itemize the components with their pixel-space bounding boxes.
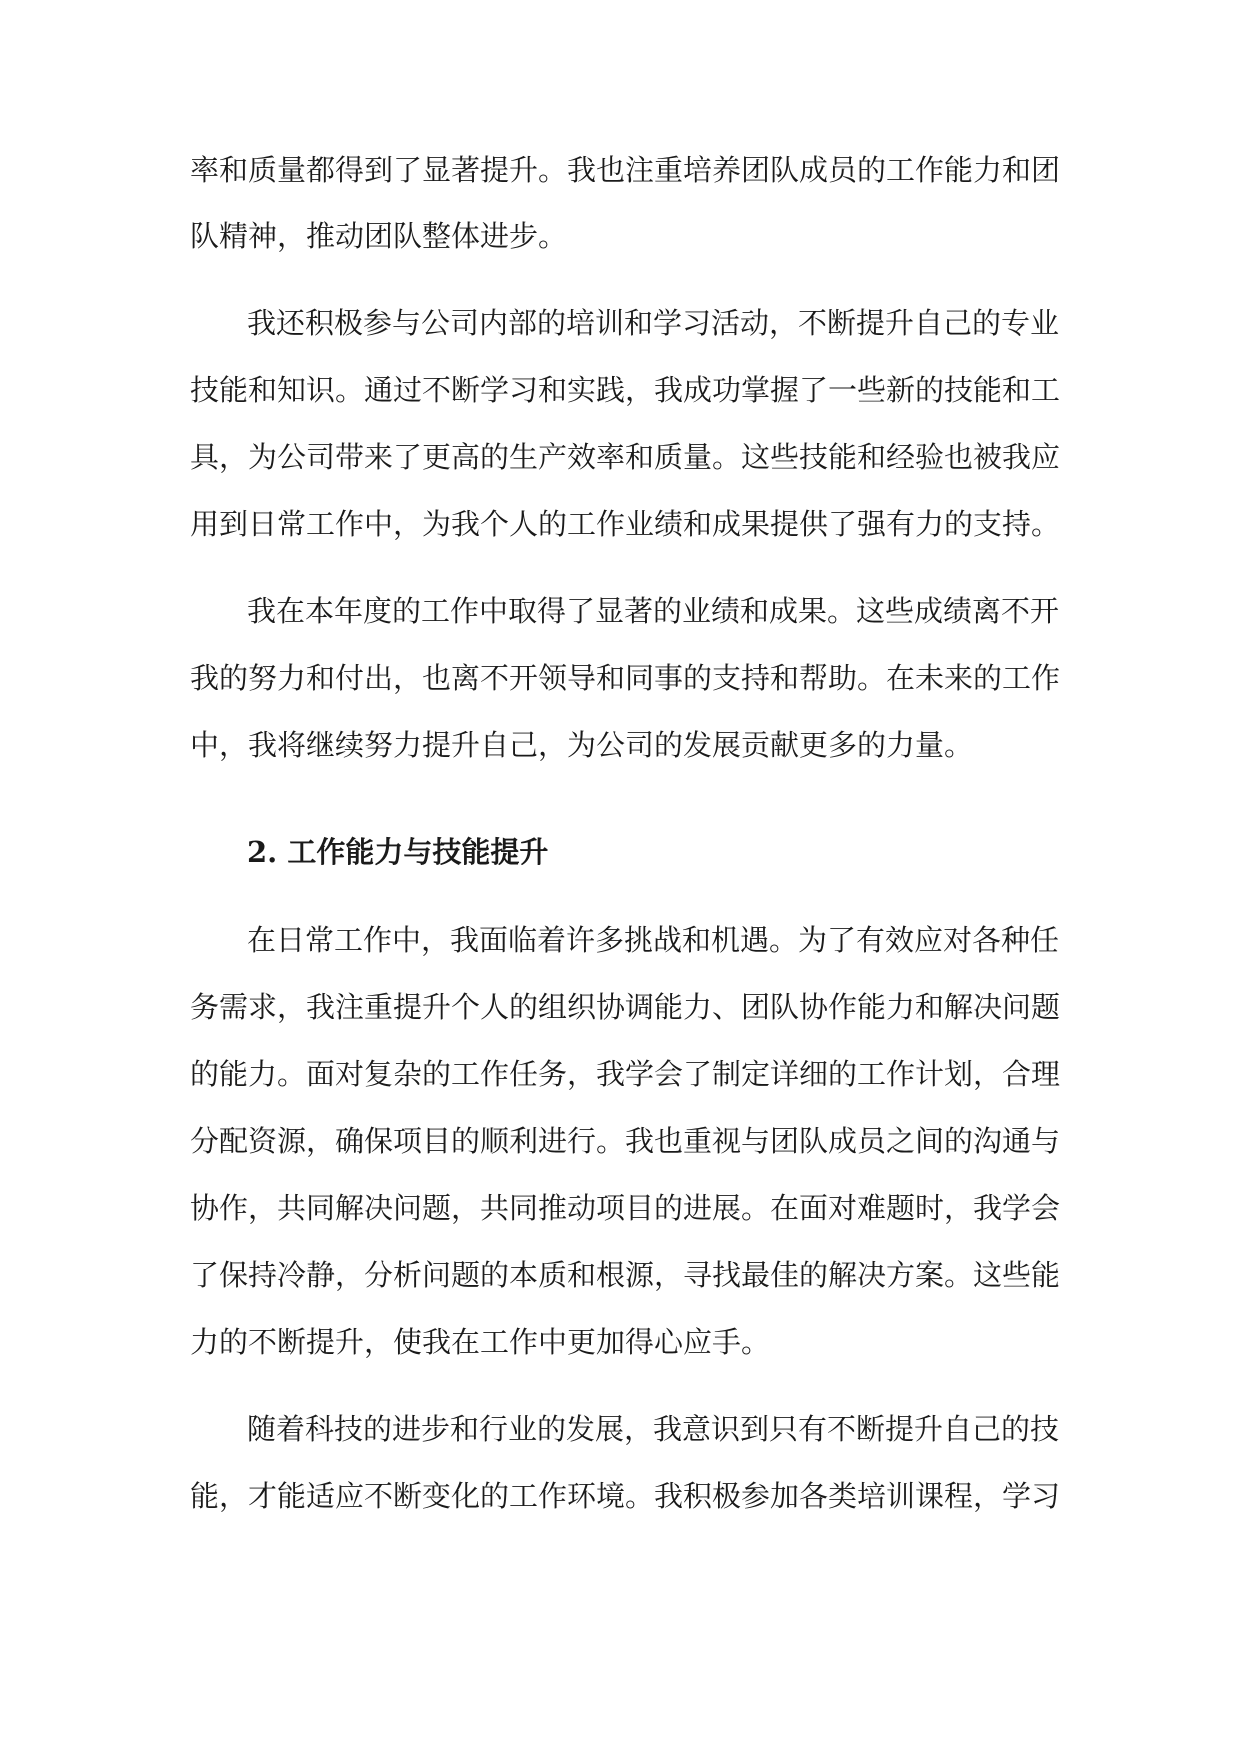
paragraph-line: 力的不断提升，使我在工作中更加得心应手。 — [190, 1325, 771, 1359]
paragraph-line: 随着科技的进步和行业的发展，我意识到只有不断提升自己的技 — [247, 1412, 1060, 1446]
paragraph-line: 我的努力和付出，也离不开领导和同事的支持和帮助。在未来的工作 — [190, 661, 1061, 695]
paragraph-line: 具，为公司带来了更高的生产效率和质量。这些技能和经验也被我应 — [190, 440, 1061, 474]
paragraph-line: 协作，共同解决问题，共同推动项目的进展。在面对难题时，我学会 — [190, 1191, 1061, 1225]
paragraph-line: 分配资源，确保项目的顺利进行。我也重视与团队成员之间的沟通与 — [190, 1124, 1061, 1158]
paragraph-line: 务需求，我注重提升个人的组织协调能力、团队协作能力和解决问题 — [190, 990, 1061, 1024]
paragraph-line: 队精神，推动团队整体进步。 — [190, 219, 568, 253]
paragraph-line: 中，我将继续努力提升自己，为公司的发展贡献更多的力量。 — [190, 728, 974, 762]
paragraph-line: 率和质量都得到了显著提升。我也注重培养团队成员的工作能力和团 — [190, 153, 1061, 187]
section-heading: 2. 工作能力与技能提升 — [247, 835, 549, 869]
paragraph-line: 我在本年度的工作中取得了显著的业绩和成果。这些成绩离不开 — [247, 594, 1060, 628]
paragraph-line: 了保持冷静，分析问题的本质和根源，寻找最佳的解决方案。这些能 — [190, 1258, 1061, 1292]
paragraph-line: 的能力。面对复杂的工作任务，我学会了制定详细的工作计划，合理 — [190, 1057, 1061, 1091]
paragraph-line: 我还积极参与公司内部的培训和学习活动，不断提升自己的专业 — [247, 306, 1060, 340]
paragraph-line: 能，才能适应不断变化的工作环境。我积极参加各类培训课程，学习 — [190, 1479, 1061, 1513]
paragraph-line: 用到日常工作中，为我个人的工作业绩和成果提供了强有力的支持。 — [190, 507, 1061, 541]
paragraph-line: 在日常工作中，我面临着许多挑战和机遇。为了有效应对各种任 — [247, 923, 1060, 957]
paragraph-line: 技能和知识。通过不断学习和实践，我成功掌握了一些新的技能和工 — [190, 373, 1061, 407]
